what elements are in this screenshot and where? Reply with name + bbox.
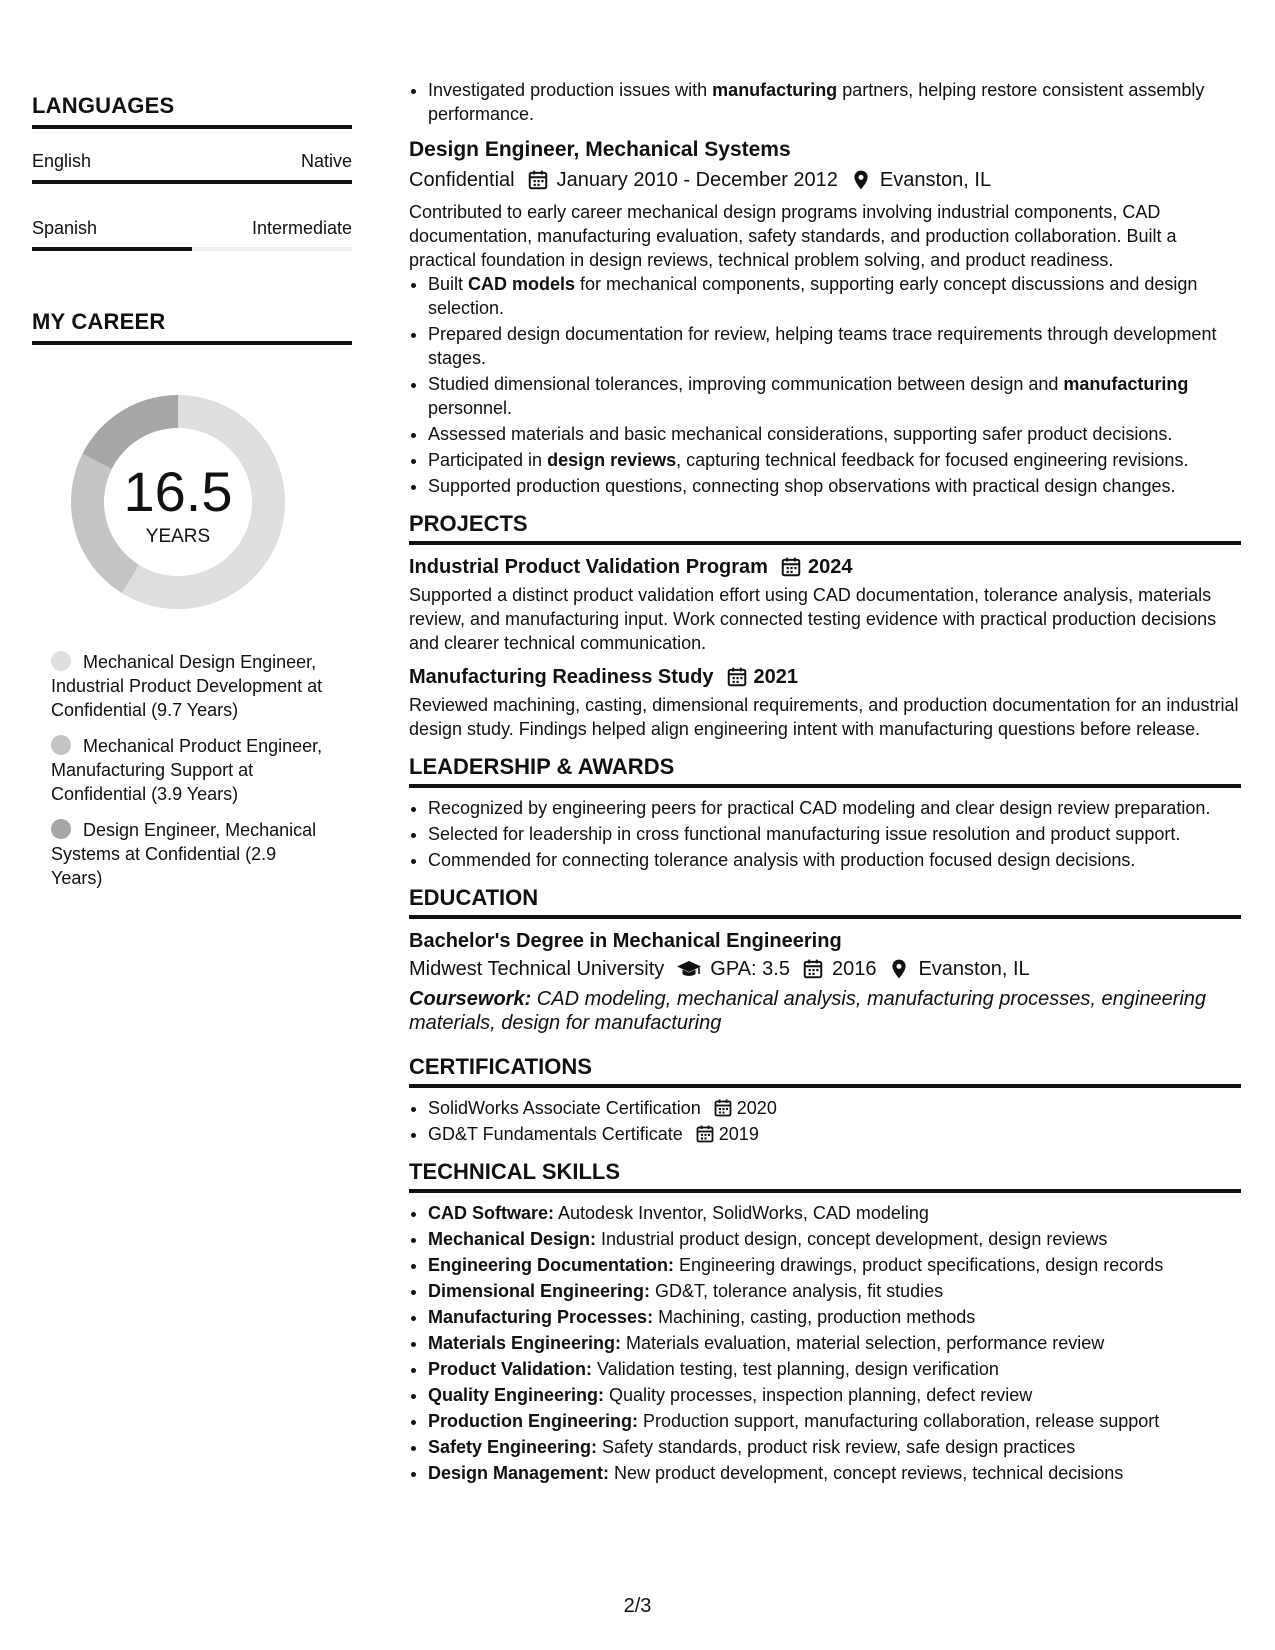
experience-bullet: • Studied dimensional tolerances, improving communication between design and manufacturing personnel. [428,372,1241,420]
calendar-icon [726,666,748,688]
career-heading: MY CAREER [32,309,352,345]
previous-job-bullets [409,78,1241,126]
language-proficiency-bar [32,247,352,251]
experience-bullet: • Supported production questions, connecting shop observations with practical design changes. [428,474,1241,498]
project-description: Supported a distinct product validation effort using CAD documentation, tolerance analysis, materials review, and manufacturing input. Work connected testing evidence with practical production decisions and clearer technical communication. [409,585,1217,653]
language-item [32,151,352,184]
career-total-years: 16.5 [123,460,233,523]
languages-heading: LANGUAGES [32,93,352,129]
certification-year: 2019 [718,1124,759,1144]
education-meta [409,957,1241,981]
calendar-icon [527,169,549,191]
job-description: Contributed to early career mechanical design programs involving industrial components, CAD documentation, manufacturing evaluation, safety standards, and production collaboration. Built a practical foundation in design reviews, technical problem solving, and product readiness. [409,202,1177,270]
education-location: Evanston, IL [918,958,1030,980]
leadership-heading: LEADERSHIP & AWARDS [409,755,1241,788]
skill-item: • Production Engineering: Production support, manufacturing collaboration, release support [428,1409,1241,1433]
leadership-item: • Selected for leadership in cross functional manufacturing issue resolution and product support. [428,822,1241,846]
skills-heading: TECHNICAL SKILLS [409,1160,1241,1193]
career-legend-item [51,650,331,722]
calendar-icon [713,1098,733,1118]
experience-bullet: • Built CAD models for mechanical components, supporting early concept discussions and design selection. [428,272,1241,320]
career-donut-chart [66,390,290,614]
career-legend [51,650,331,890]
page-indicator: 2/3 [623,1595,652,1617]
job-dates: January 2010 - December 2012 [556,169,838,191]
project-name: Industrial Product Validation Program [409,556,768,578]
education-year: 2016 [831,958,877,980]
job-company: Confidential [409,169,515,191]
project-title [409,555,1241,579]
certification-name: • GD&T Fundamentals Certificate [428,1124,683,1144]
project-description: Reviewed machining, casting, dimensional requirements, and production documentation for an industrial design study. Findings helped align engineering intent with manufacturing questions before release. [409,695,1239,739]
certifications-list [409,1096,1241,1146]
coursework-text: CAD modeling, mechanical analysis, manufacturing processes, engineering materials, design for manufacturing [409,988,1207,1034]
skill-item: • CAD Software: Autodesk Inventor, SolidWorks, CAD modeling [428,1201,1241,1225]
skills-list [409,1201,1241,1485]
experience-bullet: • Prepared design documentation for review, helping teams trace requirements through development stages. [428,322,1241,370]
project-name: Manufacturing Readiness Study [409,666,714,688]
skill-item: • Materials Engineering: Materials evaluation, material selection, performance review [428,1331,1241,1355]
leadership-list [409,796,1241,872]
right-column [409,78,1241,1487]
donut-segment-3 [82,395,178,469]
leadership-item: • Recognized by engineering peers for practical CAD modeling and clear design review preparation. [428,796,1241,820]
projects-heading: PROJECTS [409,512,1241,545]
job-title: Design Engineer, Mechanical Systems [409,138,791,161]
language-level: Intermediate [251,218,352,238]
language-proficiency-fill [32,247,192,251]
language-item [32,218,352,251]
skill-item: • Quality Engineering: Quality processes, inspection planning, defect review [428,1383,1241,1407]
calendar-icon [780,556,802,578]
legend-label: Design Engineer, Mechanical Systems at Confidential (2.9 Years) [51,820,317,888]
leadership-item: • Commended for connecting tolerance analysis with production focused design decisions. [428,848,1241,872]
legend-label: Mechanical Product Engineer, Manufacturing Support at Confidential (3.9 Years) [51,736,323,804]
graduation-cap-icon [676,958,702,980]
school-name: Midwest Technical University [409,958,665,980]
job-meta [409,168,1241,192]
career-years-unit: YEARS [145,526,211,547]
language-name: Spanish [32,218,98,238]
career-legend-item [51,818,331,890]
job-location: Evanston, IL [879,169,992,191]
education-heading: EDUCATION [409,886,1241,919]
experience-bullet: • Assessed materials and basic mechanical considerations, supporting safer product decisions. [428,422,1241,446]
location-pin-icon [850,169,872,191]
certification-item [428,1122,1241,1146]
certification-name: • SolidWorks Associate Certification [428,1098,701,1118]
project-title [409,665,1241,689]
certifications-heading: CERTIFICATIONS [409,1055,1241,1088]
legend-dot [51,819,71,839]
certification-item [428,1096,1241,1120]
coursework-label: Coursework: [409,988,532,1010]
project-year: 2024 [807,556,853,578]
certification-year: 2020 [736,1098,777,1118]
career-legend-item [51,734,331,806]
location-pin-icon [888,958,910,980]
skill-item: • Manufacturing Processes: Machining, casting, production methods [428,1305,1241,1329]
degree-title: Bachelor's Degree in Mechanical Engineering [409,930,842,952]
language-proficiency-bar [32,180,352,184]
skill-item: • Dimensional Engineering: GD&T, tolerance analysis, fit studies [428,1279,1241,1303]
calendar-icon [695,1124,715,1144]
experience-bullet: • Investigated production issues with manufacturing partners, helping restore consistent assembly performance. [428,78,1241,126]
experience-bullet: • Participated in design reviews, capturing technical feedback for focused engineering revisions. [428,448,1241,472]
skill-item: • Mechanical Design: Industrial product design, concept development, design reviews [428,1227,1241,1251]
skill-item: • Safety Engineering: Safety standards, product risk review, safe design practices [428,1435,1241,1459]
left-column [32,93,352,902]
education-gpa: GPA: 3.5 [710,958,790,980]
job-bullets [409,272,1241,498]
project-year: 2021 [753,666,798,688]
language-proficiency-fill [32,180,352,184]
language-level: Native [300,151,352,171]
skill-item: • Product Validation: Validation testing, test planning, design verification [428,1357,1241,1381]
legend-label: Mechanical Design Engineer, Industrial Product Development at Confidential (9.7 Years) [51,652,323,720]
skill-item: • Engineering Documentation: Engineering drawings, product specifications, design records [428,1253,1241,1277]
skill-item: • Design Management: New product development, concept reviews, technical decisions [428,1461,1241,1485]
legend-dot [51,735,71,755]
language-name: English [32,151,92,171]
coursework [409,987,1241,1035]
calendar-icon [802,958,824,980]
legend-dot [51,651,71,671]
